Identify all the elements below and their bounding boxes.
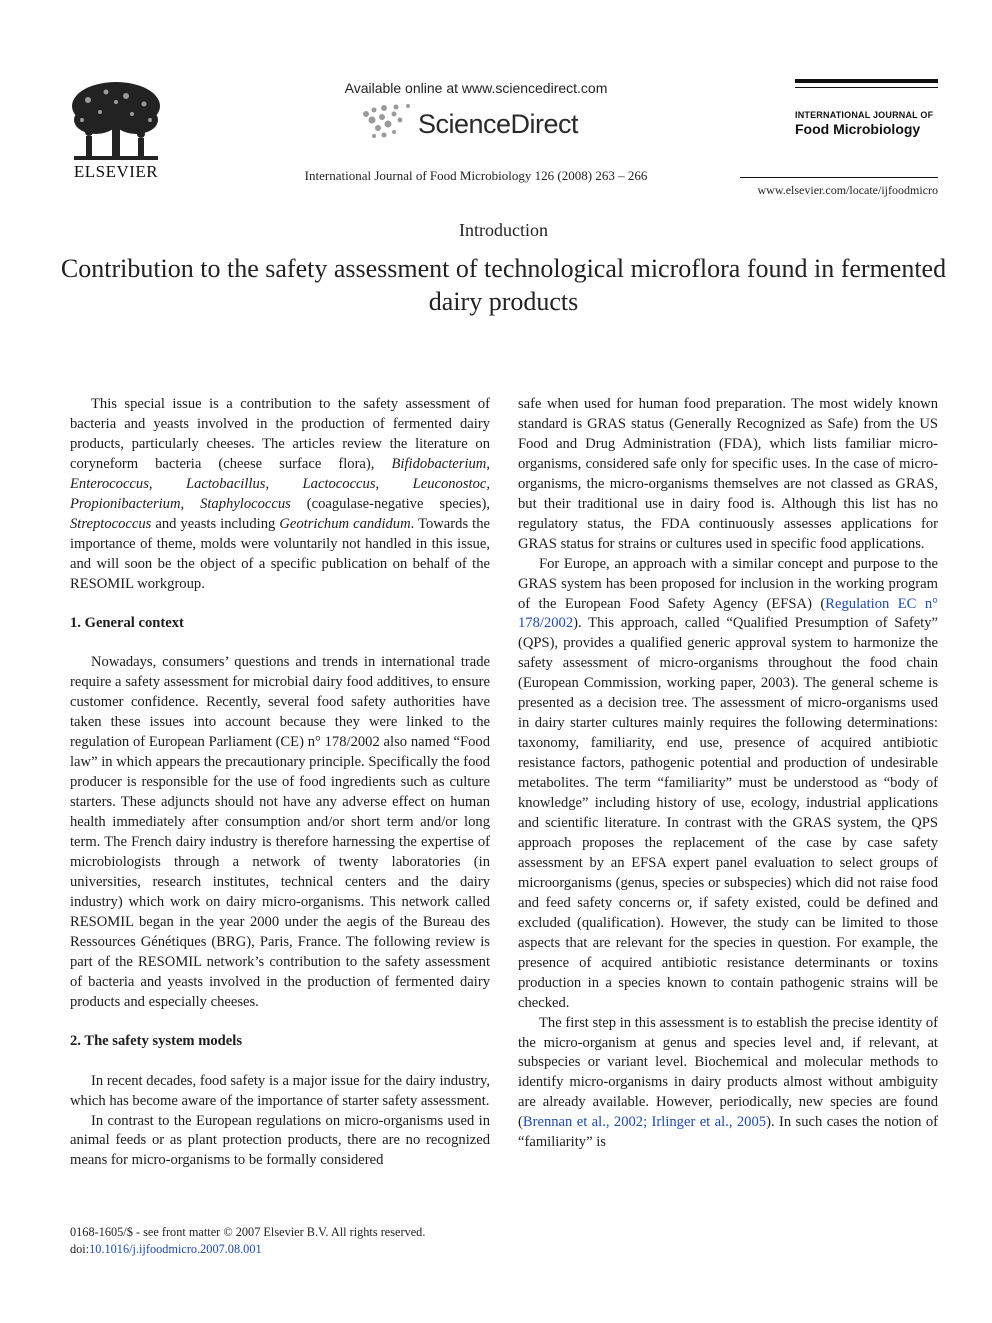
intro-paragraph: This special issue is a contribution to the safety assessment of bacteria and yeasts involved in the production of fermented dairy products, particularly cheeses. The articles review the literature on coryneform bacteria (cheese surface flora), Bifidobacterium, Enterococcus, Lactobacillus, Lactococcus, Leuconostoc, Propionibacterium, Staphylococcus (coagulase-negative species), Streptococcus and yeasts including Geotrichum candidum. Towards the importance of theme, molds were voluntarily not handled in this issue, and will soon be the object of a specific publication on behalf of the RESOMIL workgroup. xyxy=(70,396,491,592)
article-title: Contribution to the safety assessment of technological microflora found in fermented dairy products xyxy=(60,254,947,316)
copyright-line: 0168-1605/$ - see front matter © 2007 Elsevier B.V. All rights reserved. xyxy=(70,1225,426,1239)
doi-line: doi:10.1016/j.ijfoodmicro.2007.08.001 xyxy=(70,1242,262,1256)
left-column xyxy=(70,395,490,1171)
gras-paragraph: safe when used for human food preparation. The most widely known standard is GRAS status (Generally Recognized as Safe) from the US Food and Drug Administration (FDA), which lists familiar micro-organisms, considered safe only for specific uses. In the case of micro-organisms, the micro-organisms themselves are not classed as GRAS, but their traditional use in dairy food is. Although this list has no regulatory status, the FDA continuously assesses applications for GRAS status for strains or cultures used in specific food applications. xyxy=(518,396,938,552)
available-online-text: Available online at www.sciencedirect.com xyxy=(344,80,608,96)
doi-link[interactable]: 10.1016/j.ijfoodmicro.2007.08.001 xyxy=(89,1242,262,1256)
journal-rule-bottom xyxy=(740,177,938,178)
journal-rule-thin xyxy=(795,87,938,88)
sciencedirect-wordmark: ScienceDirect xyxy=(418,109,579,139)
journal-name-line2: Food Microbiology xyxy=(795,121,921,137)
right-column xyxy=(518,395,938,1153)
section-heading-general-context: 1. General context xyxy=(70,614,184,631)
qps-paragraph: For Europe, an approach with a similar concept and purpose to the GRAS system has been proposed for inclusion in the working program of the European Food Safety Agency (EFSA) (Regulation EC n° 178/2002). This approach, called “Qualified Presumption of Safety” (QPS), provides a qualified generic approval system to harmonize the safety assessment of micro-organisms throughout the food chain (European Commission, working paper, 2003). The general scheme is presented as a decision tree. The assessment of micro-organisms used in dairy starter cultures mainly requires the following determinations: taxonomy, familiarity, end use, presence of acquired antibiotic resistance factors, pathogenic potential and production of undesirable metabolites. The term “familiarity” must be understood as “body of knowledge” including history of use, ecology, industrial applications and scientific literature. In contrast with the GRAS system, the QPS approach proposes the replacement of the case by case safety assessment by an EFSA expert panel evaluation to select groups of microorganisms (genus, species or subspecies) which did not raise food and feed safety concerns or, if safety existed, could be defined and excluded (qualification). However, the study can be limited to those aspects that are relevant for the species in question. For example, the presence of acquired antibiotic resistance determinants or toxins production in a species known to contain pathogenic strains will be checked. xyxy=(518,555,939,1011)
journal-name-line1: INTERNATIONAL JOURNAL OF xyxy=(795,110,934,120)
journal-url[interactable]: www.elsevier.com/locate/ijfoodmicro xyxy=(757,183,938,197)
article-section-type: Introduction xyxy=(459,220,548,240)
safety-paragraph-1: In recent decades, food safety is a major issue for the dairy industry, which has become aware of the importance of starter safety assessment. xyxy=(70,1072,490,1109)
brennan-irlinger-reference-link[interactable]: Brennan et al., 2002; Irlinger et al., 2005 xyxy=(522,1114,767,1131)
general-context-paragraph: Nowadays, consumers’ questions and trends in international trade require a safety assessment for microbial dairy food additives, to ensure customer confidence. Recently, several food safety authorities have taken these issues into account because they were linked to the regulation of European Parliament (CE) n° 178/2002 also named “Food law” in which appears the precautionary principle. Specifically the food producer is responsible for the use of food ingredients such as culture starters. These adjuncts should not have any adverse effect on human health immediately after consumption and/or short term and/or long term. The French dairy industry is therefore harnessing the expertise of microbiologists through a network of twenty laboratories (in universities, research institutes, technical centers and the dairy industry) which work on dairy micro-organisms. This network called RESOMIL began in the year 2000 under the aegis of the Bureau des Ressources Génétiques (BRG), Paris, France. The following review is part of the RESOMIL network’s contribution to the safety assessment of bacteria and yeasts involved in the production of fermented dairy products and especially cheeses. xyxy=(70,654,490,1010)
copyright-footnote xyxy=(70,1224,425,1258)
journal-rule-thick xyxy=(795,79,938,83)
journal-citation: International Journal of Food Microbiology 126 (2008) 263 – 266 xyxy=(304,168,648,183)
publisher-wordmark: ELSEVIER xyxy=(73,162,159,181)
journal-name-block xyxy=(795,110,945,137)
regulation-reference-link[interactable]: Regulation EC n° 178/2002 xyxy=(518,595,939,632)
identity-paragraph: The first step in this assessment is to establish the precise identity of the micro-organism at genus and species level and, if relevant, at subspecies or variant level. Biochemical and molecular methods to identify micro-organisms in dairy products almost without ambiguity are already available. However, periodically, new species are found (Brennan et al., 2002; Irlinger et al., 2005). In such cases the notion of “familiarity” is xyxy=(518,1014,939,1151)
safety-paragraph-2: In contrast to the European regulations on micro-organisms used in animal feeds or as plant protection products, there are no recognized means for micro-organisms to be formally considered xyxy=(70,1112,490,1169)
section-heading-safety-models: 2. The safety system models xyxy=(70,1032,243,1049)
